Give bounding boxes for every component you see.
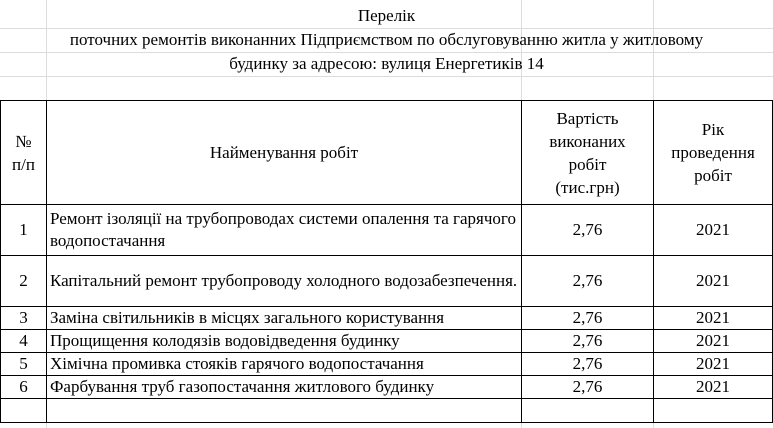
table-row [1, 256, 773, 307]
empty-cell [654, 399, 773, 423]
row-num: 3 [1, 307, 47, 330]
header-name: Найменування робіт [47, 101, 522, 205]
header-row [1, 101, 773, 205]
row-name: Прощищення колодязів водовідведення будинку [47, 330, 522, 353]
grid-line [0, 76, 773, 77]
row-cost: 2,76 [522, 353, 654, 376]
works-table [0, 100, 773, 423]
table-row-empty [1, 399, 773, 423]
row-name: Фарбування труб газопостачання житлового будинку [47, 376, 522, 399]
header-year: Рік проведення робіт [654, 101, 773, 205]
row-cost: 2,76 [522, 256, 654, 307]
row-year: 2021 [654, 307, 773, 330]
row-year: 2021 [654, 353, 773, 376]
row-cost: 2,76 [522, 376, 654, 399]
row-num: 6 [1, 376, 47, 399]
row-num: 4 [1, 330, 47, 353]
row-cost: 2,76 [522, 307, 654, 330]
row-cost: 2,76 [522, 205, 654, 256]
header-num: № п/п [1, 101, 47, 205]
row-name: Ремонт ізоляції на трубопроводах системи опалення та гарячого водопостачання [47, 205, 522, 256]
empty-cell [1, 399, 47, 423]
row-name: Заміна світильників в місцях загального користування [47, 307, 522, 330]
row-year: 2021 [654, 330, 773, 353]
row-name: Капітальний ремонт трубопроводу холодного водозабезпечення. [47, 256, 522, 307]
table-row [1, 376, 773, 399]
table-row [1, 330, 773, 353]
header-cost: Вартість виконаних робіт (тис.грн) [522, 101, 654, 205]
title-line-1: Перелік [357, 6, 416, 25]
table-row [1, 205, 773, 256]
table-row [1, 353, 773, 376]
row-year: 2021 [654, 256, 773, 307]
row-num: 5 [1, 353, 47, 376]
row-num: 1 [1, 205, 47, 256]
row-cost: 2,76 [522, 330, 654, 353]
row-year: 2021 [654, 205, 773, 256]
row-year: 2021 [654, 376, 773, 399]
empty-cell [522, 399, 654, 423]
empty-cell [47, 399, 522, 423]
table-row [1, 307, 773, 330]
row-name: Хімічна промивка стояків гарячого водопостачання [47, 353, 522, 376]
title-line-2: поточних ремонтів виконанних Підприємством по обслуговуванню житла у житловому [69, 30, 704, 49]
title-line-3: будинку за адресою: вулиця Енергетиків 14 [229, 54, 544, 73]
row-num: 2 [1, 256, 47, 307]
document-title [0, 4, 773, 76]
